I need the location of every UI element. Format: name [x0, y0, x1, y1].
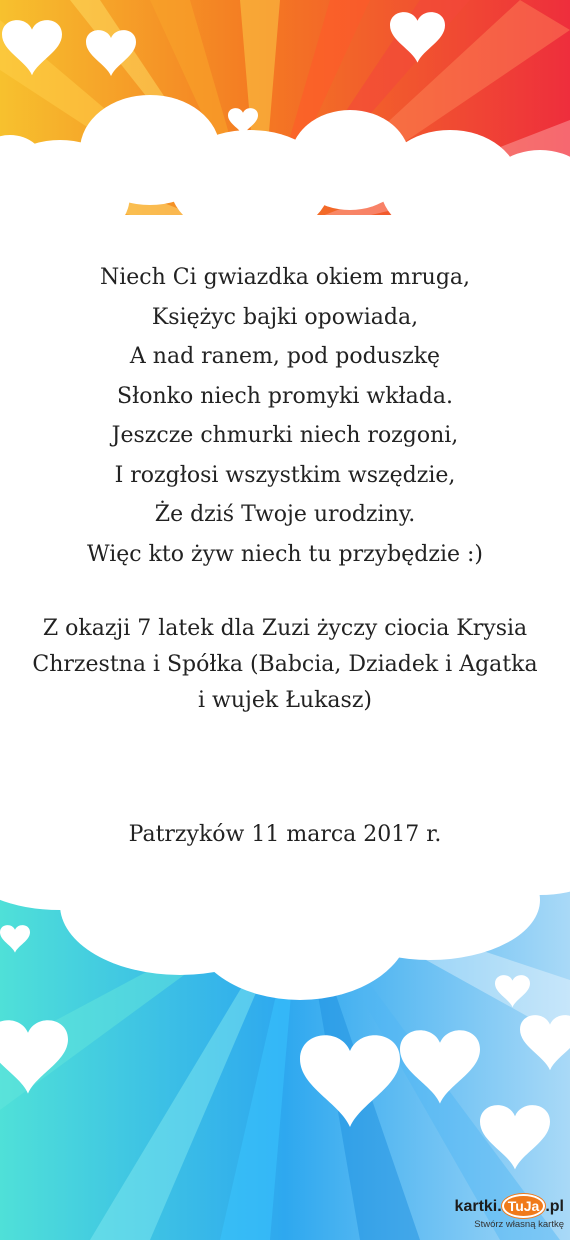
wishes-line: Chrzestna i Spółka (Babcia, Dziadek i Agatka: [32, 652, 538, 677]
poem: [0, 258, 570, 574]
poem-line: Niech Ci gwiazdka okiem mruga,: [99, 265, 471, 290]
poem-line: Jeszcze chmurki niech rozgoni,: [111, 423, 459, 448]
site-logo[interactable]: [452, 1194, 564, 1234]
card-text: [0, 258, 570, 853]
wishes-line: Z okazji 7 latek dla Zuzi życzy ciocia Krysia: [42, 616, 528, 641]
signature: Patrzyków 11 marca 2017 r.: [128, 822, 442, 847]
poem-line: I rozgłosi wszystkim wszędzie,: [114, 462, 456, 488]
logo-wordmark: [452, 1194, 564, 1218]
poem-line: Słonko niech promyki wkłada.: [117, 383, 453, 409]
poem-line: A nad ranem, pod poduszkę: [129, 344, 441, 369]
logo-prefix: kartki.: [454, 1198, 502, 1215]
logo-highlight: TuJa: [502, 1194, 546, 1218]
poem-line: Więc kto żyw niech tu przybędzie :): [87, 541, 483, 567]
logo-suffix: .pl: [545, 1198, 564, 1215]
poem-line: Że dziś Twoje urodziny.: [154, 502, 416, 527]
poem-line: Księżyc bajki opowiada,: [151, 304, 419, 330]
wishes-line: i wujek Łukasz): [198, 688, 372, 713]
wishes: [0, 611, 570, 719]
logo-tagline: Stwórz własną kartkę: [474, 1219, 564, 1230]
